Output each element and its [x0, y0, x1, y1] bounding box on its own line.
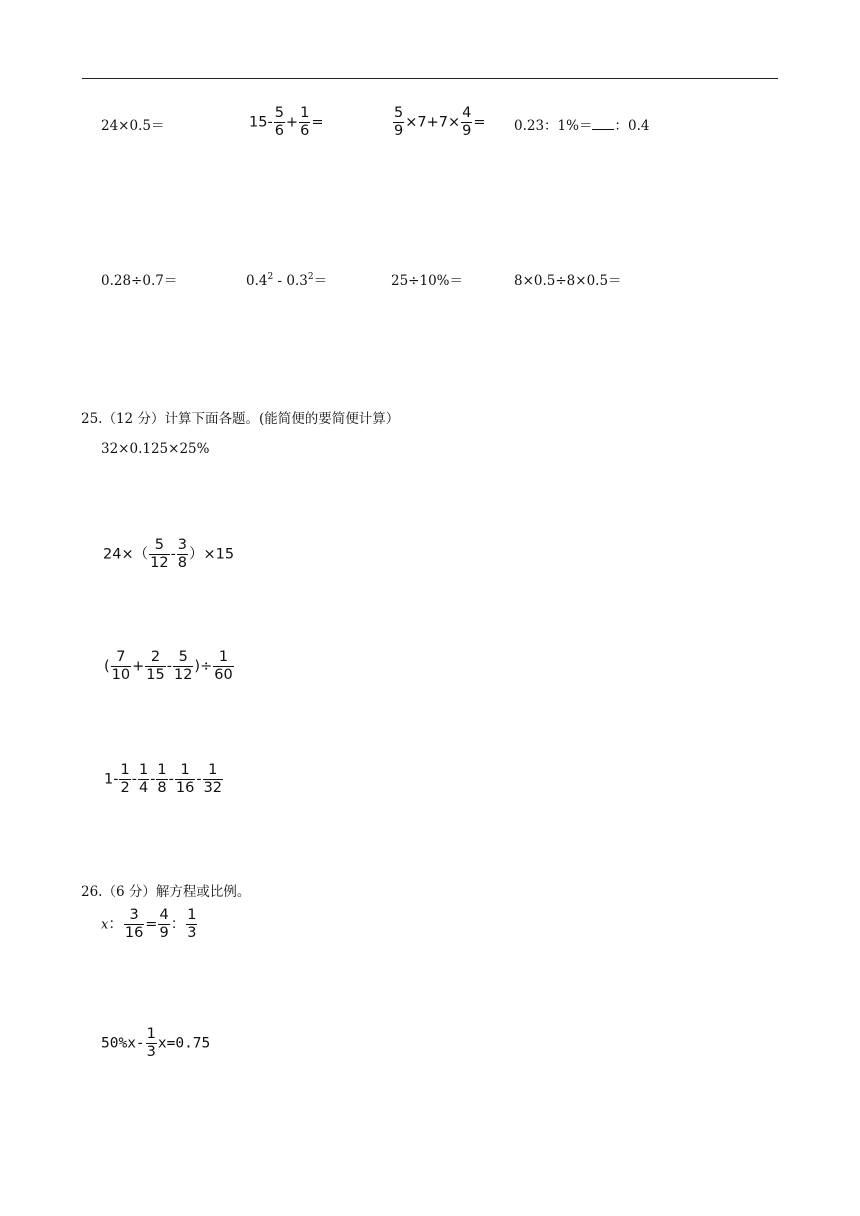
problem-text: 0.28÷0.7＝ [101, 273, 178, 289]
exponent: 2 [267, 272, 274, 282]
lead-text: 24×（ [103, 546, 149, 563]
q25-problem-3 [104, 650, 235, 683]
fraction [146, 1027, 157, 1060]
operator: - [168, 771, 174, 788]
numerator: 1 [186, 908, 197, 925]
fraction [299, 106, 310, 139]
fraction [177, 538, 188, 571]
fraction [145, 650, 165, 683]
numerator: 2 [145, 650, 165, 667]
denominator: 12 [150, 555, 169, 572]
numerator: 3 [124, 908, 144, 925]
ratio-colon: ： [170, 916, 186, 933]
operator: - [166, 658, 172, 675]
numerator: 5 [274, 106, 285, 123]
denominator: 15 [146, 667, 165, 684]
fraction [124, 908, 144, 941]
denominator: 60 [214, 667, 233, 684]
fraction [186, 908, 197, 941]
heading-text: 26.（6 分）解方程或比例。 [81, 884, 251, 900]
lead-text: 50%x- [101, 1035, 145, 1052]
numerator: 3 [177, 538, 188, 555]
middle-text: ×7+7× [405, 114, 461, 131]
numerator: 1 [299, 106, 310, 123]
fraction [158, 908, 169, 941]
fraction [175, 763, 195, 796]
numerator: 7 [111, 650, 131, 667]
numerator: 5 [173, 650, 193, 667]
base: 0.4 [246, 273, 268, 289]
operator: - [170, 546, 176, 563]
problem-text: 25÷10%＝ [391, 273, 463, 289]
q26-equation-1 [101, 908, 198, 941]
exponent: 2 [307, 272, 314, 282]
denominator: 9 [394, 123, 404, 140]
variable: x [101, 917, 109, 933]
tail-text: ）×15 [189, 546, 235, 563]
operator: + [132, 658, 145, 675]
problem-ratio [514, 114, 649, 134]
denominator: 8 [157, 780, 167, 797]
numerator: 1 [203, 763, 223, 780]
equals-sign: = [311, 114, 324, 131]
denominator: 8 [177, 555, 188, 572]
numerator: 1 [175, 763, 195, 780]
denominator: 10 [111, 667, 131, 684]
denominator: 9 [159, 925, 169, 942]
denominator: 16 [124, 925, 144, 942]
fraction [138, 763, 149, 796]
lead-text: 15- [249, 114, 273, 131]
operator: - [273, 273, 287, 289]
ratio-left: 0.23：1%＝ [514, 118, 593, 134]
problem-squares [246, 269, 327, 289]
tail-text: x=0.75 [157, 1035, 211, 1052]
numerator: 1 [213, 650, 233, 667]
operator: - [131, 771, 137, 788]
equals-sign: ＝ [313, 273, 328, 289]
fraction [156, 763, 167, 796]
numerator: 5 [149, 538, 169, 555]
q26-equation-2 [101, 1027, 210, 1060]
operator: + [285, 114, 299, 131]
fraction [213, 650, 233, 683]
denominator: 9 [462, 123, 472, 140]
base: 0.3 [286, 273, 308, 289]
fraction [173, 650, 193, 683]
ratio-right: ：0.4 [614, 118, 650, 134]
problem-fraction-product [392, 106, 486, 139]
numerator: 1 [146, 1027, 157, 1044]
question-25-heading [81, 407, 399, 427]
problem-text: 24×0.5＝ [101, 118, 165, 134]
numerator: 5 [393, 106, 404, 123]
denominator: 6 [300, 123, 310, 140]
numerator: 1 [119, 763, 130, 780]
numerator: 4 [158, 908, 169, 925]
problem-chain [514, 269, 622, 289]
problem-text: 32×0.125×25% [101, 441, 210, 457]
heading-text: 25.（12 分）计算下面各题。(能简便的要简便计算） [81, 411, 400, 427]
mid-text: )÷ [194, 658, 213, 675]
lead-text: 1- [104, 771, 119, 788]
numerator: 4 [461, 106, 472, 123]
fraction [393, 106, 404, 139]
paren-open: ( [104, 658, 110, 675]
fraction [274, 106, 285, 139]
fraction [119, 763, 130, 796]
header-rule [82, 78, 778, 79]
answer-blank[interactable] [592, 119, 614, 130]
problem-fraction-sum [249, 106, 323, 139]
denominator: 3 [187, 925, 197, 942]
q25-problem-1 [101, 441, 209, 457]
denominator: 2 [120, 780, 130, 797]
problem-24x0.5 [101, 114, 164, 134]
problem-percent-division [391, 269, 463, 289]
fraction [149, 538, 169, 571]
denominator: 12 [173, 667, 193, 684]
operator: - [150, 771, 156, 788]
equals-sign: = [473, 114, 486, 131]
fraction [461, 106, 472, 139]
problem-text: 8×0.5÷8×0.5＝ [514, 273, 622, 289]
fraction [111, 650, 131, 683]
problem-division [101, 269, 177, 289]
ratio-colon: ： [108, 916, 123, 933]
numerator: 1 [156, 763, 167, 780]
fraction [203, 763, 223, 796]
denominator: 32 [203, 780, 223, 797]
q25-problem-2 [103, 538, 234, 571]
denominator: 6 [274, 123, 284, 140]
equals-sign: = [145, 916, 158, 933]
q25-problem-4 [104, 763, 224, 796]
operator: - [196, 771, 202, 788]
numerator: 1 [138, 763, 149, 780]
denominator: 4 [138, 780, 149, 797]
denominator: 3 [146, 1044, 156, 1061]
denominator: 16 [175, 780, 195, 797]
question-26-heading [81, 880, 250, 900]
